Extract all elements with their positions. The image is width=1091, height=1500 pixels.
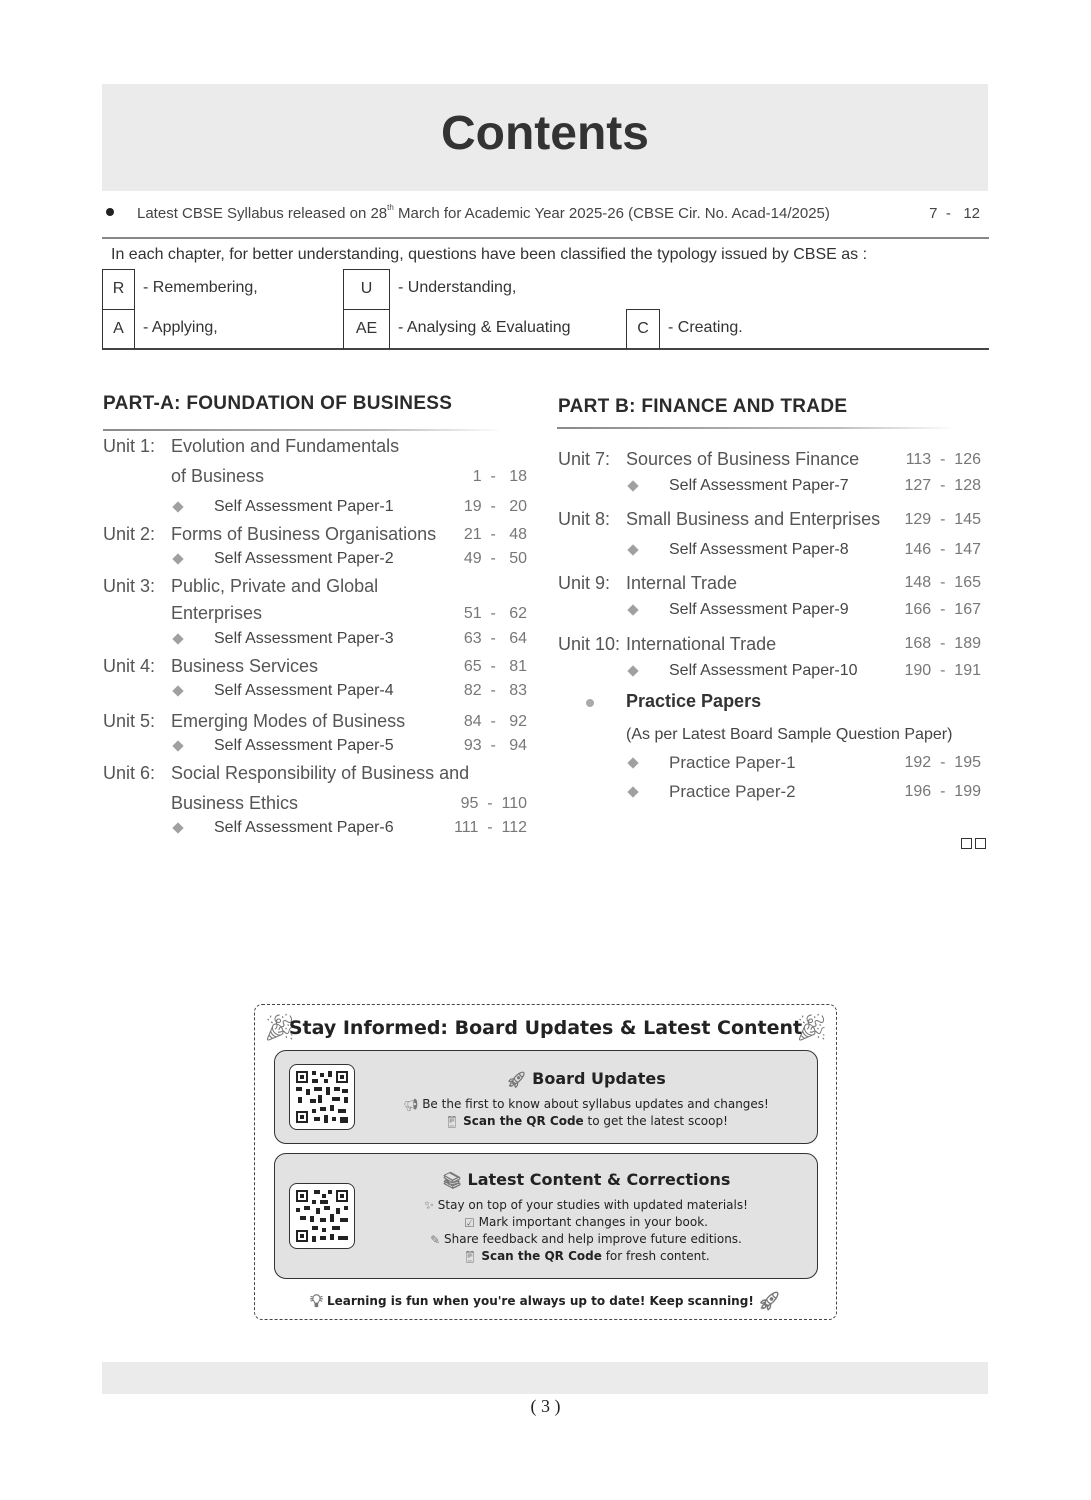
syllabus-pages: 7 - 12 — [929, 205, 980, 222]
unit-title[interactable]: Emerging Modes of Business — [171, 711, 406, 731]
unit-number: Unit 1: — [103, 436, 156, 456]
unit-number: Unit 8: — [558, 509, 611, 529]
self-assessment-paper[interactable]: Self Assessment Paper-7 — [669, 477, 849, 494]
qr-code-graphic — [290, 1065, 354, 1129]
unit-pages: 113 - 126 — [905, 451, 981, 468]
board-updates-heading-text: Board Updates — [532, 1069, 666, 1088]
diamond-bullet-icon — [627, 786, 638, 797]
unit-title[interactable]: Forms of Business Organisations — [171, 524, 437, 544]
phone-icon: 📱︎ — [462, 1249, 478, 1264]
syllabus-text-a: Latest CBSE Syllabus released on 28 — [137, 205, 388, 222]
unit-pages: 148 - 165 — [904, 574, 981, 591]
latest-content-line1-text: Stay on top of your studies with updated materials! — [437, 1198, 748, 1212]
latest-content-line3 — [355, 1232, 817, 1247]
typology-label-u: - Understanding, — [398, 279, 517, 296]
typology-label-a: - Applying, — [143, 319, 218, 336]
diamond-bullet-icon — [627, 544, 638, 555]
sap-pages: 166 - 167 — [904, 601, 981, 618]
part-a-title: PART-A: FOUNDATION OF BUSINESS — [103, 393, 453, 414]
diamond-bullet-icon — [172, 501, 183, 512]
unit-pages: 84 - 92 — [463, 713, 527, 730]
bullet-icon — [586, 699, 594, 707]
unit-title[interactable]: International Trade — [626, 634, 777, 654]
unit-pages: 168 - 189 — [904, 635, 981, 652]
qr-code-graphic — [290, 1184, 354, 1248]
info-box-footer — [255, 1291, 836, 1312]
practice-paper-pages: 196 - 199 — [904, 783, 981, 800]
info-box-footer-text: Learning is fun when you're always up to date! Keep scanning! — [326, 1294, 754, 1308]
board-updates-line2 — [355, 1114, 817, 1129]
practice-papers-note: (As per Latest Board Sample Question Paper) — [626, 726, 953, 743]
diamond-bullet-icon — [172, 685, 183, 696]
light-bulb-icon: 💡︎ — [310, 1291, 323, 1312]
sap-pages: 127 - 128 — [904, 477, 981, 494]
self-assessment-paper[interactable]: Self Assessment Paper-3 — [214, 630, 394, 647]
unit-title[interactable]: Public, Private and Global — [171, 576, 379, 596]
latest-content-line2-text: Mark important changes in your book. — [478, 1215, 708, 1229]
unit-pages: 21 - 48 — [463, 526, 527, 543]
latest-content-line4-text: for fresh content. — [601, 1249, 710, 1263]
practice-paper[interactable]: Practice Paper-2 — [669, 782, 796, 801]
self-assessment-paper[interactable]: Self Assessment Paper-8 — [669, 541, 849, 558]
end-mark-icon — [961, 838, 972, 849]
title-band — [102, 84, 988, 191]
unit-pages: 129 - 145 — [904, 511, 981, 528]
latest-content-line3-text: Share feedback and help improve future editions. — [444, 1232, 742, 1246]
books-icon: 📚︎ — [441, 1171, 462, 1190]
stay-informed-box — [254, 1004, 837, 1320]
party-popper-icon: 🎉︎ — [263, 1013, 297, 1043]
typology-code-c: C — [626, 309, 660, 349]
sap-pages: 63 - 64 — [463, 630, 527, 647]
typology-code-r: R — [102, 269, 135, 310]
memo-icon: ✎ — [430, 1232, 441, 1247]
unit-number: Unit 3: — [103, 576, 156, 596]
self-assessment-paper[interactable]: Self Assessment Paper-9 — [669, 601, 849, 618]
part-b-title: PART B: FINANCE AND TRADE — [558, 396, 848, 417]
typology-intro: In each chapter, for better understanding, questions have been classified the typology issued by CBSE as : — [111, 246, 868, 263]
board-updates-heading — [355, 1069, 817, 1089]
board-updates-card — [274, 1050, 818, 1144]
sap-pages: 190 - 191 — [904, 662, 981, 679]
diamond-bullet-icon — [627, 757, 638, 768]
latest-content-heading — [355, 1170, 817, 1190]
phone-icon: 📱︎ — [444, 1114, 460, 1129]
sap-pages: 82 - 83 — [463, 682, 527, 699]
unit-number: Unit 10: — [558, 634, 621, 654]
unit-number: Unit 9: — [558, 573, 611, 593]
latest-content-line2 — [355, 1215, 817, 1230]
unit-pages: 95 - 110 — [460, 795, 527, 812]
page-number: ( 3 ) — [530, 1396, 561, 1416]
info-box-title: Stay Informed: Board Updates & Latest Content — [288, 1017, 803, 1039]
scan-qr-bold: Scan the QR Code — [481, 1249, 602, 1263]
syllabus-text — [137, 205, 830, 222]
diamond-bullet-icon — [627, 665, 638, 676]
end-mark-icon — [975, 838, 986, 849]
practice-paper[interactable]: Practice Paper-1 — [669, 753, 796, 772]
sparkles-icon: ✨︎ — [424, 1198, 434, 1212]
typology-label-ae: - Analysing & Evaluating — [398, 319, 571, 336]
unit-title-cont[interactable]: of Business — [171, 466, 265, 486]
rocket-icon: 🚀︎ — [757, 1291, 781, 1312]
sap-pages: 93 - 94 — [463, 737, 527, 754]
diamond-bullet-icon — [627, 480, 638, 491]
unit-title[interactable]: Internal Trade — [626, 573, 738, 593]
self-assessment-paper[interactable]: Self Assessment Paper-5 — [214, 737, 394, 754]
typology-grid — [102, 268, 989, 350]
typology-label-r: - Remembering, — [143, 279, 258, 296]
sap-pages: 111 - 112 — [454, 819, 527, 836]
part-a-rule — [103, 429, 503, 431]
latest-content-heading-text: Latest Content & Corrections — [467, 1170, 731, 1189]
typology-code-u: U — [343, 269, 390, 310]
unit-title[interactable]: Business Services — [171, 656, 319, 676]
latest-content-card — [274, 1153, 818, 1279]
typology-code-ae: AE — [343, 309, 390, 349]
rocket-icon: 🚀︎ — [506, 1070, 527, 1089]
megaphone-icon: 📢︎ — [403, 1097, 419, 1112]
syllabus-row — [102, 200, 988, 228]
qr-code-icon[interactable] — [289, 1064, 355, 1130]
syllabus-text-b: March for Academic Year 2025-26 (CBSE Cir. No. Acad-14/2025) — [393, 205, 830, 222]
unit-title[interactable]: Sources of Business Finance — [626, 449, 860, 469]
part-b-rule — [557, 427, 957, 429]
unit-title[interactable]: Social Responsibility of Business and — [171, 763, 470, 783]
unit-number: Unit 4: — [103, 656, 156, 676]
practice-papers-title: Practice Papers — [626, 691, 762, 711]
divider — [102, 237, 989, 239]
board-updates-line1 — [355, 1097, 817, 1112]
self-assessment-paper[interactable]: Self Assessment Paper-10 — [669, 662, 858, 679]
unit-pages: 65 - 81 — [463, 658, 527, 675]
unit-number: Unit 5: — [103, 711, 156, 731]
diamond-bullet-icon — [172, 553, 183, 564]
sap-pages: 49 - 50 — [463, 550, 527, 567]
board-updates-line2-text: to get the latest scoop! — [583, 1114, 728, 1128]
scan-qr-bold: Scan the QR Code — [463, 1114, 584, 1128]
unit-pages: 51 - 62 — [463, 605, 527, 622]
diamond-bullet-icon — [172, 822, 183, 833]
qr-code-icon[interactable] — [289, 1183, 355, 1249]
typology-code-a: A — [102, 309, 135, 349]
unit-title-cont[interactable]: Enterprises — [171, 603, 263, 623]
self-assessment-paper[interactable]: Self Assessment Paper-1 — [214, 498, 394, 515]
unit-pages: 1 - 18 — [472, 468, 527, 485]
unit-title[interactable]: Evolution and Fundamentals — [171, 436, 400, 456]
self-assessment-paper[interactable]: Self Assessment Paper-2 — [214, 550, 394, 567]
bullet-icon — [106, 208, 114, 216]
unit-title-cont[interactable]: Business Ethics — [171, 793, 299, 813]
diamond-bullet-icon — [172, 633, 183, 644]
diamond-bullet-icon — [172, 740, 183, 751]
sap-pages: 146 - 147 — [904, 541, 981, 558]
unit-number: Unit 6: — [103, 763, 156, 783]
diamond-bullet-icon — [627, 604, 638, 615]
page-title: Contents — [441, 107, 649, 160]
party-popper-icon: 🎉︎ — [794, 1013, 828, 1043]
unit-number: Unit 2: — [103, 524, 156, 544]
self-assessment-paper[interactable]: Self Assessment Paper-4 — [214, 682, 394, 699]
check-box-icon: ☑ — [464, 1215, 475, 1230]
practice-paper-pages: 192 - 195 — [904, 754, 981, 771]
syllabus-sup: th — [387, 203, 394, 212]
typology-label-c: - Creating. — [668, 319, 743, 336]
self-assessment-paper[interactable]: Self Assessment Paper-6 — [214, 819, 394, 836]
unit-title[interactable]: Small Business and Enterprises — [626, 509, 881, 529]
latest-content-line4 — [355, 1249, 817, 1264]
board-updates-line1-text: Be the first to know about syllabus updates and changes! — [422, 1097, 769, 1111]
unit-number: Unit 7: — [558, 449, 611, 469]
footer-band — [102, 1362, 988, 1394]
latest-content-line1 — [355, 1198, 817, 1213]
sap-pages: 19 - 20 — [463, 498, 527, 515]
